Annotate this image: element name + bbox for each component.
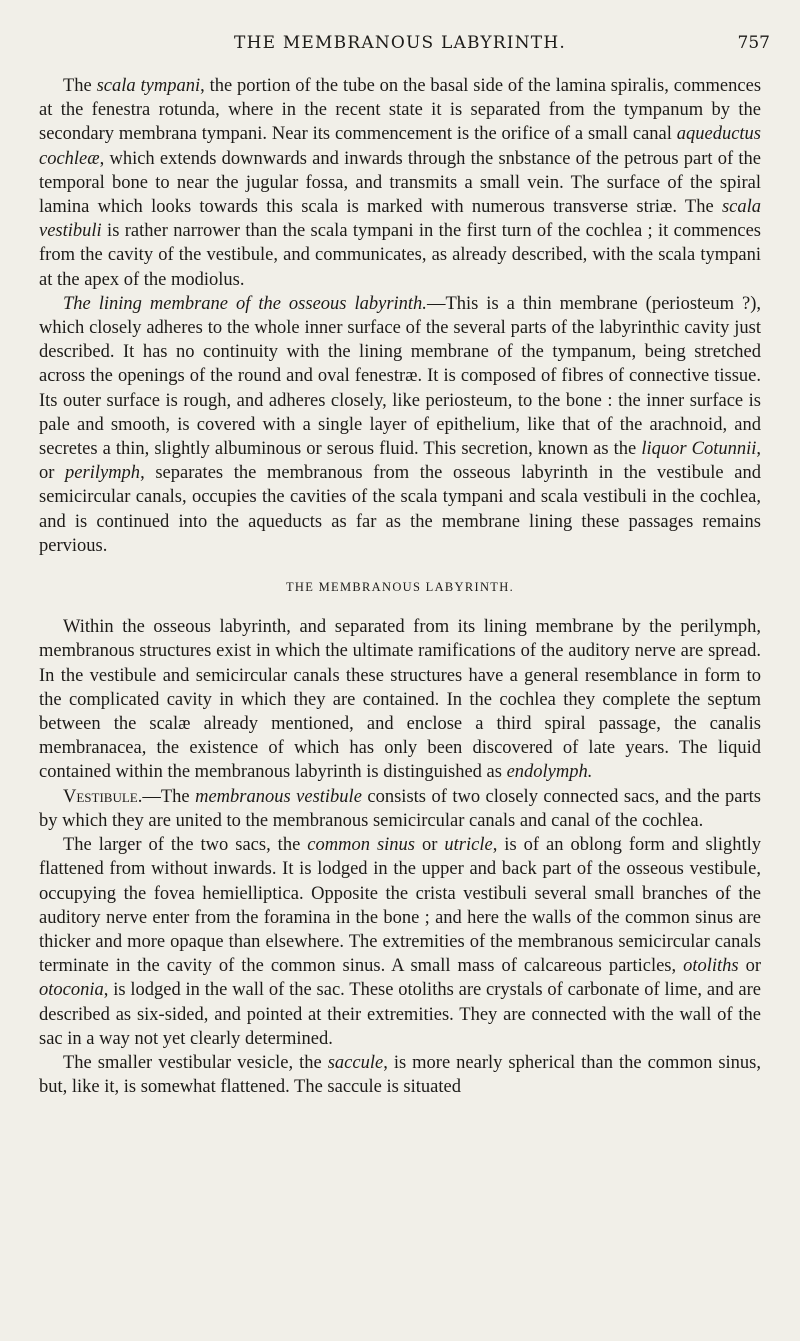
text-run: , is of an oblong form and slightly flattened from without inwards. It is lodged in the upper and back part of the osseous vestibule, occupying the fovea hemielliptica. Opposite the crista vestibuli several small branches of the auditory nerve enter from the foramina in the bone ; and here the walls of the common sinus are thicker and more opaque than elsewhere. The extremities of the membranous semicircular canals terminate in the cavity of the common sinus. A small mass of calcareous particles, (39, 835, 761, 977)
italic-text: utricle (444, 835, 493, 856)
italic-text: scala tympani (96, 76, 201, 96)
italic-text: perilymph (65, 463, 141, 484)
italic-text: membranous vestibule (195, 786, 362, 807)
page-header (0, 30, 800, 60)
text-run: —The (142, 786, 196, 807)
italic-text: saccule (327, 1052, 384, 1073)
paragraph (39, 74, 761, 292)
text-run: is rather narrower than the scala tympani in the first turn of the cochlea ; it commences from the cavity of the vestibule, and communicates, as already described, with the scala tympani at the apex of the modiolus. (39, 221, 761, 290)
text-run: , separates the membranous from the osseous labyrinth in the vestibule and semicircular canals, occupies the cavities of the scala tympani and scala vestibuli in the cochlea, and is continued into the aqueducts as far as the membrane lining these passages remains pervious. (39, 463, 761, 556)
text-run: The smaller vestibular vesicle, the (63, 1052, 328, 1073)
italic-text: aqueductus cochleæ (39, 124, 761, 169)
text-run: , or (39, 439, 761, 484)
text-run: The (63, 76, 97, 96)
text-run: —This is a thin membrane (periosteum ?), which closely adheres to the whole inner surface of the several parts of the labyrinthic cavity just described. It has no continuity with the lining membrane of the tympanum, being stretched across the openings of the round and oval fenestræ. It is composed of fibres of connective tissue. Its outer surface is rough, and adheres closely, like periosteum, to the bone : the inner surface is pale and smooth, is covered with a single layer of epithelium, like that of the arachnoid, and secretes a thin, slightly albuminous or serous fluid. This secretion, known as the (39, 293, 761, 460)
italic-text: scala vestibuli (39, 197, 761, 242)
italic-text: endolymph. (506, 762, 593, 783)
text-run: consists of two closely connected sacs, and the parts by which they are united to the membranous semicircular canals and canal of the cochlea. (39, 786, 761, 831)
text-run: , the portion of the tube on the basal side of the lamina spiralis, commences at the fenestra rotunda, where in the recent state it is separated from the tympanum by the secondary membrana tympani. Near its commencement is the orifice of a small canal (39, 76, 762, 145)
running-title: THE MEMBRANOUS LABYRINTH. (234, 33, 566, 53)
paragraph (39, 833, 761, 1051)
paragraph (39, 615, 761, 784)
section-heading: THE MEMBRANOUS LABYRINTH. (286, 580, 514, 595)
text-run: , is lodged in the wall of the sac. These otoliths are crystals of carbonate of lime, and are described as six-sided, and pointed at their extremities. They are connected with the wall of the sac in a way not yet clearly determined. (39, 980, 761, 1049)
paragraph (39, 785, 761, 833)
small-caps-text: Vestibule. (63, 786, 143, 807)
paragraph (39, 292, 761, 558)
italic-text: liquor Cotunnii (641, 439, 757, 460)
text-run: , is more nearly spherical than the common sinus, but, like it, is somewhat flattened. The saccule is situated (39, 1052, 761, 1098)
italic-text: otoliths (683, 956, 739, 977)
italic-text: The lining membrane of the osseous labyrinth. (63, 293, 427, 314)
paragraph (39, 1051, 761, 1099)
italic-text: common sinus (307, 835, 415, 856)
text-run: Within the osseous labyrinth, and separated from its lining membrane by the perilymph, membranous structures exist in which the ultimate ramifications of the auditory nerve are spread. In the vestibule and semicircular canals these structures have a general resemblance in form to the complicated cavity in which they are contained. In the cochlea they complete the septum between the scalæ already mentioned, and enclose a third spiral passage, the canalis membranacea, the existence of which has only been discovered of late years. The liquid contained within the membranous labyrinth is distinguished as (39, 617, 761, 783)
text-run: , which extends downwards and inwards through the snbstance of the petrous part of the temporal bone to near the jugular fossa, and transmits a small vein. The surface of the spiral lamina which looks towards this scala is marked with numerous transverse striæ. The (39, 148, 761, 218)
italic-text: otoconia (39, 980, 104, 1001)
text-run: or (415, 835, 445, 856)
page-number: 757 (737, 33, 770, 53)
text-run: The larger of the two sacs, the (63, 835, 308, 856)
text-run: or (738, 956, 761, 977)
page-body (39, 74, 761, 1099)
